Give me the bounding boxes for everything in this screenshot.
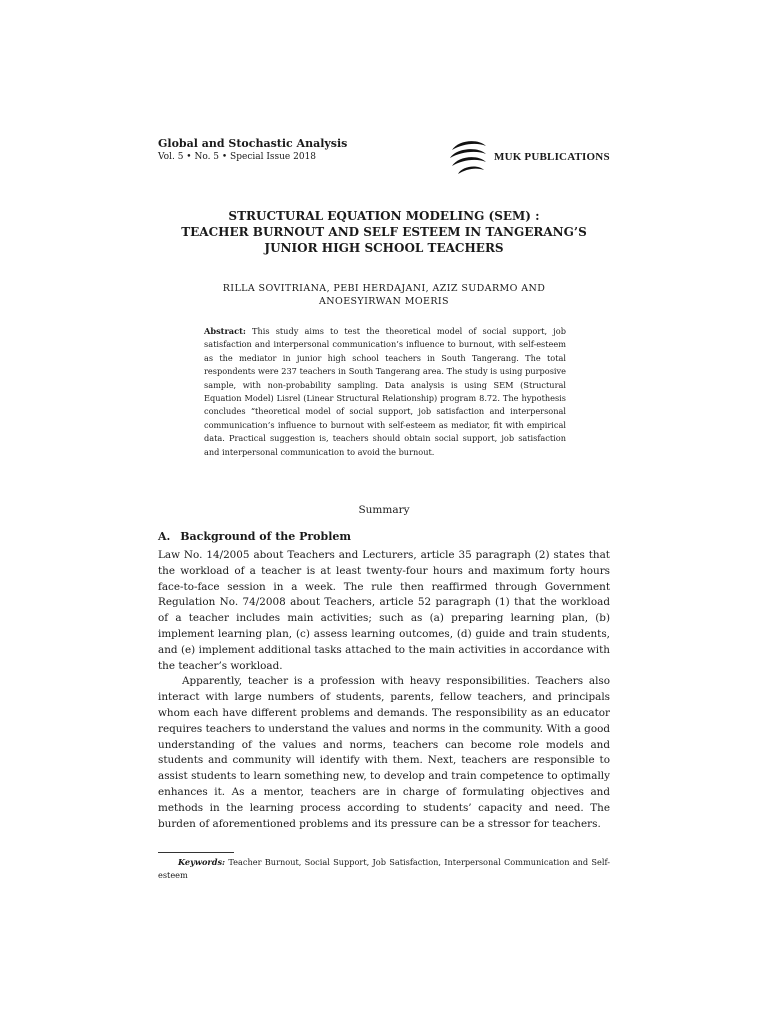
footnote-rule [158, 852, 234, 853]
publisher-name: MUK PUBLICATIONS [494, 151, 610, 163]
authors [150, 282, 618, 308]
section-title: Background of the Problem [180, 530, 352, 543]
journal-info [158, 137, 347, 164]
authors-line: RILLA SOVITRIANA, PEBI HERDAJANI, AZIZ SUDARMO AND [222, 283, 546, 294]
muk-swirl-logo-icon [448, 136, 488, 178]
journal-name: Global and Stochastic Analysis [158, 137, 348, 150]
title-line: JUNIOR HIGH SCHOOL TEACHERS [264, 241, 504, 255]
paragraph: Law No. 14/2005 about Teachers and Lecturers, article 35 paragraph (2) states that the workload of a teacher is at least twenty-four hours and maximum forty hours face-to-face session in a week. The rule then reaffirmed through Government Regulation No. 74/2008 about Teachers, article 52 paragraph (1) that the workload of a teacher includes main activities; such as (a) preparing learning plan, (b) implement learning plan, (c) assess learning outcomes, (d) guide and train students, and (e) implement additional tasks attached to the main activities in accordance with the teacher’s workload. [158, 549, 610, 672]
title-line: STRUCTURAL EQUATION MODELING (SEM) : [228, 209, 540, 223]
section-letter: A. [158, 530, 171, 543]
footnote-label: Keywords: [178, 857, 226, 867]
abstract-label: Abstract: [204, 326, 246, 336]
paragraph: Apparently, teacher is a profession with heavy responsibilities. Teachers also interact with large numbers of students, parents, fellow teachers, and principals whom each have different problems and demands. The responsibility as an educator requires teachers to understand the values and norms in the community. With a good understanding of the values and norms, teachers can become role models and students and community will identify with them. Next, teachers are responsible to assist students to learn something new, to develop and train competence to optimally enhances it. As a mentor, teachers are in charge of formulating objectives and methods in the learning process according to students’ capacity and need. The burden of aforementioned problems and its pressure can be a stressor for teachers. [158, 675, 610, 830]
journal-issue: Vol. 5 • No. 5 • Special Issue 2018 [158, 152, 317, 162]
footnote [158, 856, 610, 882]
summary-heading: Summary [358, 504, 410, 516]
publisher-block [448, 136, 610, 178]
abstract [204, 325, 566, 459]
section-heading [158, 530, 351, 543]
abstract-text: This study aims to test the theoretical model of social support, job satisfaction and interpersonal communication’s influence to burnout, with self-esteem as the mediator in junior high school teachers in South Tangerang. The total respondents were 237 teachers in South Tangerang area. The study is using purposive sample, with non-probability sampling. Data analysis is using SEM (Structural Equation Model) Lisrel (Linear Structural Relationship) program 8.72. The hypothesis concludes “theoretical model of social support, job satisfaction and interpersonal communication’s influence to burnout with self-esteem as mediator, fit with empirical data. Practical suggestion is, teachers should obtain social support, job satisfaction and interpersonal communication to avoid the burnout. [204, 326, 566, 457]
authors-line: ANOESYIRWAN MOERIS [319, 296, 449, 307]
paper-title [150, 208, 618, 256]
body-text [158, 548, 610, 832]
title-line: TEACHER BURNOUT AND SELF ESTEEM IN TANGERANG’S [181, 225, 587, 239]
footnote-text: Teacher Burnout, Social Support, Job Satisfaction, Interpersonal Communication and Self-esteem [158, 857, 610, 880]
